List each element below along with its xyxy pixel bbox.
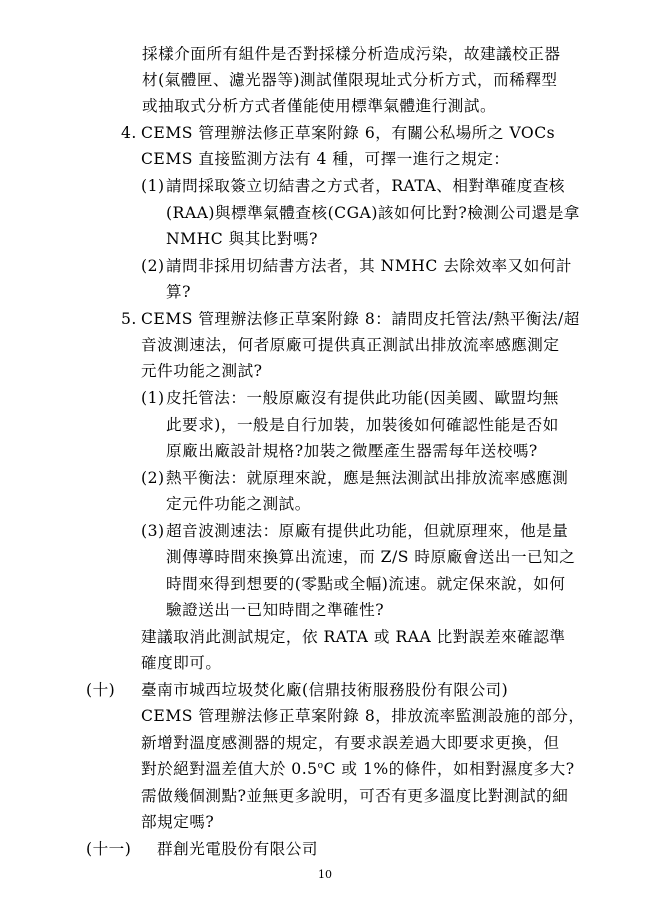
item-5-sub-2-line-2: 定元件功能之測試。 [166, 495, 311, 513]
section-10-line-4: 需做幾個測點?並無更多說明，可否有更多溫度比對測試的細 [141, 787, 569, 805]
section-10-line-3 [141, 757, 575, 781]
item-5-sub-1-line-2: 此要求)，一般是自行加裝，加裝後如何確認性能是否如 [166, 416, 559, 434]
section-10-line-2: 新增對溫度感測器的規定，有要求誤差過大即要求更換，但 [141, 734, 560, 752]
item-5-line-3: 元件功能之測試? [141, 362, 263, 380]
item-5-sub-3-line-1: 超音波測速法：原廠有提供此功能，但就原理來，他是量 [166, 522, 569, 540]
section-11-title: 群創光電股份有限公司 [157, 840, 318, 858]
item-5-suggestion-line-2: 確度即可。 [141, 654, 222, 672]
item-4-sub-1-line-3: NMHC 與其比對嗎? [166, 230, 318, 248]
section-11-number: (十一) [86, 840, 132, 858]
item-5-line-2: 音波測速法，何者原廠可提供真正測試出排放流率感應測定 [141, 336, 560, 354]
item-4-sub-1-line-2: (RAA)與標準氣體查核(CGA)該如何比對?檢測公司還是拿 [166, 204, 580, 222]
page-number: 10 [318, 868, 332, 881]
item-4-sub-1-line-1: 請問採取簽立切結書之方式者，RATA、相對準確度查核 [166, 177, 566, 195]
item-4-sub-2-number: (2) [141, 257, 165, 275]
item-4-sub-1-number: (1) [141, 177, 165, 195]
item-5-number: 5. [121, 310, 137, 328]
item-5-sub-3-line-3: 時間來得到想要的(零點或全幅)流速。就定保來說，如何 [166, 575, 566, 593]
item-4-sub-2-line-1: 請問非採用切結書方法者，其 NMHC 去除效率又如何計 [166, 257, 573, 275]
section-10-number: (十) [86, 681, 116, 699]
item-5-sub-1-line-3: 原廠出廠設計規格?加裝之微壓產生器需每年送校嗎? [166, 442, 538, 460]
section-10-title: 臺南市城西垃圾焚化廠(信鼎技術服務股份有限公司) [141, 681, 509, 699]
section-10-line-3-after: C 或 1%的條件，如相對濕度多大? [323, 760, 575, 778]
item-5-sub-3-line-4: 驗證送出一已知時間之準確性? [166, 601, 385, 619]
item-5-sub-1-number: (1) [141, 389, 165, 407]
section-10-line-1: CEMS 管理辦法修正草案附錄 8，排放流率監測設施的部分， [141, 707, 585, 725]
intro-line-2: 材(氣體匣、濾光器等)測試僅限現址式分析方式，而稀釋型 [142, 71, 558, 89]
item-5-line-1: CEMS 管理辦法修正草案附錄 8：請問皮托管法/熱平衡法/超 [141, 310, 580, 328]
item-5-suggestion-line-1: 建議取消此測試規定，依 RATA 或 RAA 比對誤差來確認準 [141, 628, 566, 646]
item-4-sub-2-line-2: 算? [166, 283, 191, 301]
degree-superscript: o [317, 760, 324, 771]
item-4-line-2: CEMS 直接監測方法有 4 種，可擇一進行之規定： [141, 150, 510, 168]
intro-line-3: 或抽取式分析方式者僅能使用標準氣體進行測試。 [142, 97, 497, 115]
section-10-line-3-before: 對於絕對溫差值大於 0.5 [141, 760, 318, 778]
item-5-sub-3-line-2: 測傳導時間來換算出流速，而 Z/S 時原廠會送出一已知之 [166, 548, 576, 566]
item-5-sub-1-line-1: 皮托管法：一般原廠沒有提供此功能(因美國、歐盟均無 [166, 389, 559, 407]
item-5-sub-3-number: (3) [141, 522, 165, 540]
item-5-sub-2-number: (2) [141, 469, 165, 487]
intro-line-1: 採樣介面所有組件是否對採樣分析造成污染，故建議校正器 [142, 45, 561, 63]
section-10-line-5: 部規定嗎? [141, 813, 215, 831]
item-5-sub-2-line-1: 熱平衡法：就原理來說，應是無法測試出排放流率感應測 [166, 469, 569, 487]
item-4-line-1: CEMS 管理辦法修正草案附錄 6，有關公私場所之 VOCs [141, 124, 556, 142]
item-4-number: 4. [121, 124, 137, 142]
